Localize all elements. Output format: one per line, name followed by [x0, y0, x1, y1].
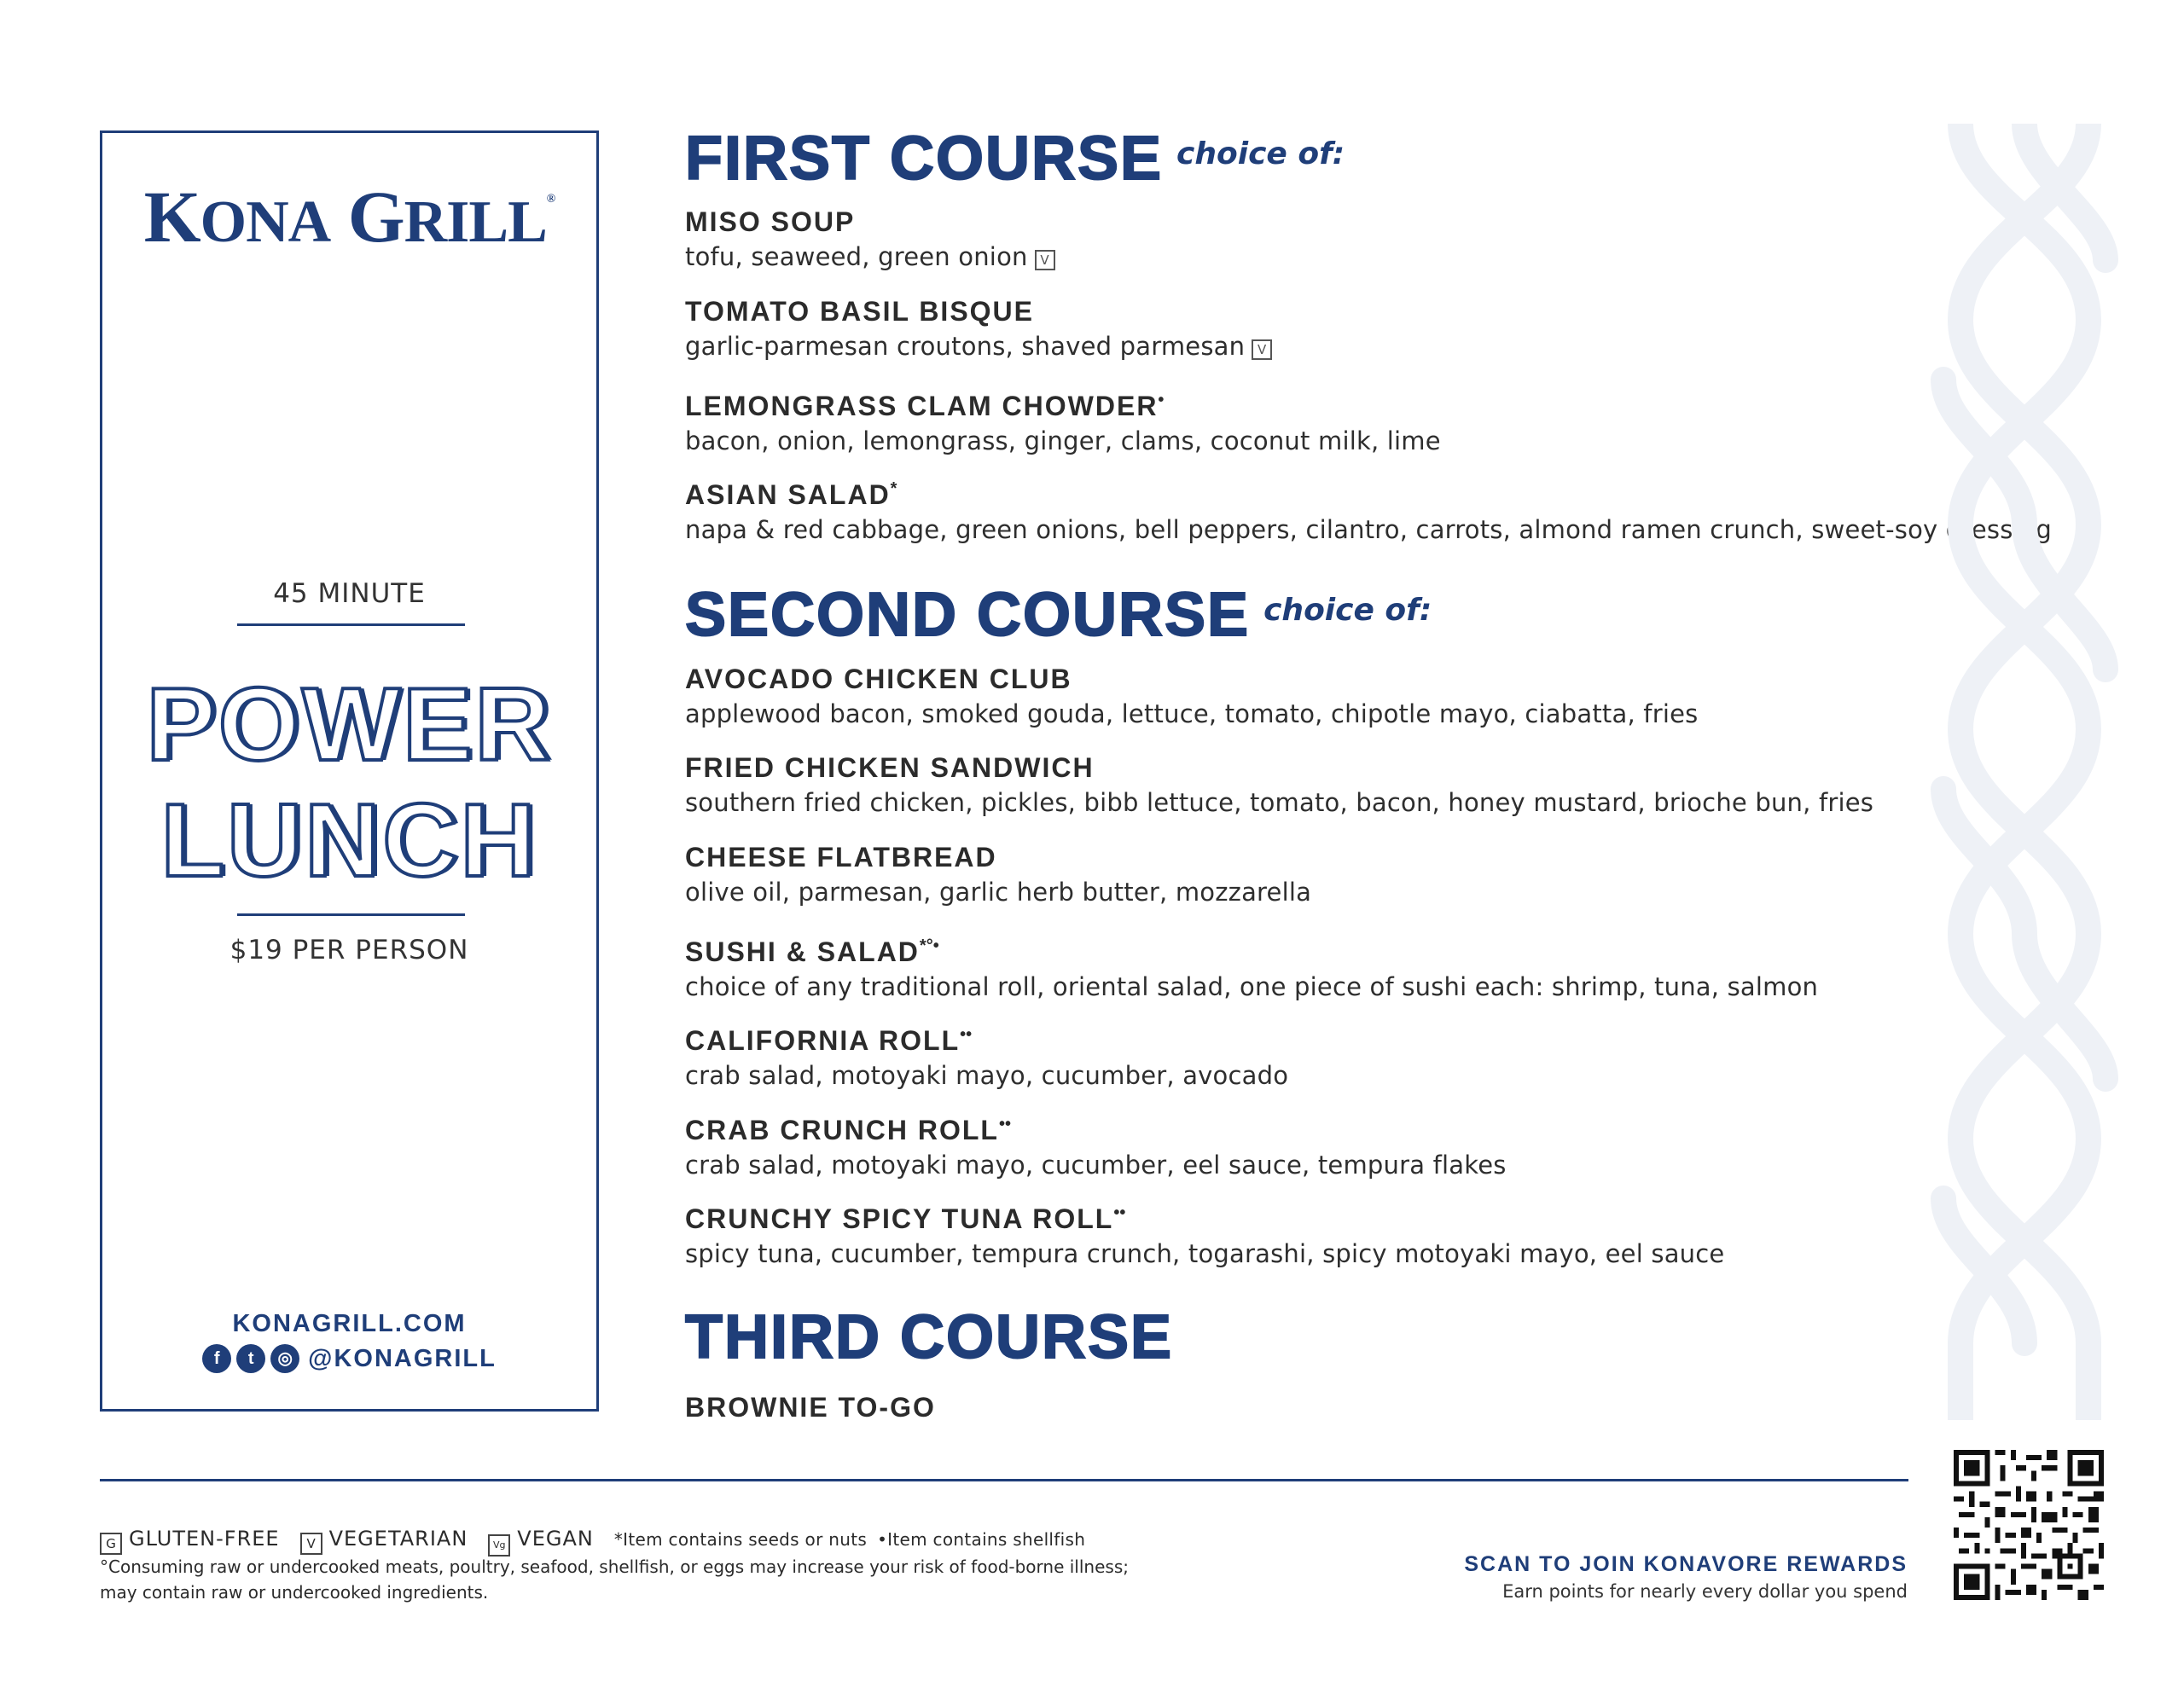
vegan-label: VEGAN	[517, 1527, 594, 1551]
price-label: $19 PER PERSON	[229, 935, 469, 965]
item-description: napa & red cabbage, green onions, bell peppers, cilantro, carrots, almond ramen crunch, sweet-soy dressing	[685, 515, 2052, 544]
item-description: choice of any traditional roll, oriental salad, one piece of sushi each: shrimp, tuna, salmon	[685, 972, 1819, 1001]
item-description: olive oil, parmesan, garlic herb butter, mozzarella	[685, 878, 1312, 907]
menu-item	[685, 1107, 1507, 1183]
disclaimer-line: °Consuming raw or undercooked meats, poultry, seafood, shellfish, or eggs may increase your risk of food-borne illness;	[100, 1557, 1129, 1577]
item-description: tofu, seaweed, green onion V	[685, 239, 1055, 275]
item-description: southern fried chicken, pickles, bibb lettuce, tomato, bacon, honey mustard, brioche bun, fries	[685, 788, 1874, 817]
menu-item	[685, 662, 1698, 732]
course-title: THIRD COURSE	[685, 1303, 1174, 1371]
item-name: SUSHI & SALAD*°•	[685, 936, 939, 967]
gluten-free-icon: G	[100, 1533, 122, 1555]
twitter-icon[interactable]: t	[236, 1344, 265, 1373]
item-name: ASIAN SALAD*	[685, 479, 897, 510]
item-description: applewood bacon, smoked gouda, lettuce, tomato, chipotle mayo, ciabatta, fries	[685, 699, 1699, 728]
menu-item	[685, 294, 1272, 364]
vegetarian-icon: V	[300, 1533, 322, 1555]
course-title: FIRST COURSE	[685, 125, 1164, 193]
menu-item	[685, 840, 1311, 910]
menu-item	[685, 383, 1441, 459]
rewards-subtitle: Earn points for nearly every dollar you spend	[1502, 1581, 1908, 1602]
item-description: crab salad, motoyaki mayo, cucumber, eel sauce, tempura flakes	[685, 1151, 1507, 1180]
item-name: MISO SOUP	[685, 206, 856, 237]
course-title: SECOND COURSE	[685, 581, 1251, 649]
menu-item	[685, 751, 1873, 820]
item-name: FRIED CHICKEN SANDWICH	[685, 752, 1095, 783]
first-course-header	[685, 125, 1345, 193]
promo-title-line1: POWER	[146, 666, 553, 782]
social-row	[102, 1344, 596, 1373]
footer-divider	[100, 1479, 1908, 1481]
divider-bottom	[237, 913, 465, 916]
item-name: CRAB CRUNCH ROLL••	[685, 1115, 1011, 1145]
choice-label: choice of:	[1263, 593, 1432, 628]
disclaimer-line: may contain raw or undercooked ingredients.	[100, 1582, 489, 1603]
menu-item	[685, 1390, 936, 1424]
item-name: AVOCADO CHICKEN CLUB	[685, 664, 1072, 694]
item-description: spicy tuna, cucumber, tempura crunch, togarashi, spicy motoyaki mayo, eel sauce	[685, 1239, 1725, 1268]
shellfish-note: •Item contains shellfish	[877, 1529, 1086, 1550]
item-description: bacon, onion, lemongrass, ginger, clams, coconut milk, lime	[685, 426, 1441, 455]
gluten-free-label: GLUTEN-FREE	[129, 1527, 280, 1551]
menu-item	[685, 472, 2052, 548]
second-course-header	[685, 581, 1432, 649]
item-name: LEMONGRASS CLAM CHOWDER•	[685, 391, 1165, 421]
item-description: crab salad, motoyaki mayo, cucumber, avocado	[685, 1061, 1289, 1090]
menu-item	[685, 929, 1818, 1005]
third-course-header	[685, 1303, 1174, 1371]
item-description: garlic-parmesan croutons, shaved parmesan V	[685, 328, 1272, 364]
item-name: CRUNCHY SPICY TUNA ROLL••	[685, 1203, 1126, 1234]
item-name: CALIFORNIA ROLL••	[685, 1025, 973, 1056]
instagram-icon[interactable]: ◎	[270, 1344, 299, 1373]
vegetarian-icon: V	[1252, 339, 1272, 360]
item-name: TOMATO BASIL BISQUE	[685, 296, 1034, 327]
website-link[interactable]: KONAGRILL.COM	[232, 1310, 467, 1337]
duration-label: 45 MINUTE	[273, 578, 426, 609]
divider-top	[237, 623, 465, 626]
vegan-icon: Vg	[488, 1534, 510, 1557]
qr-code-icon[interactable]	[1954, 1450, 2104, 1600]
promo-panel	[100, 130, 599, 1412]
rewards-title: SCAN TO JOIN KONAVORE REWARDS	[1464, 1552, 1908, 1576]
item-name: BROWNIE TO-GO	[685, 1392, 936, 1423]
kona-grill-logo: KONA GRILL®	[143, 176, 555, 258]
seeds-note: *Item contains seeds or nuts	[613, 1529, 868, 1550]
menu-item	[685, 205, 1055, 275]
choice-label: choice of:	[1176, 136, 1345, 171]
menu-item	[685, 1017, 1288, 1093]
food-safety-disclaimer	[100, 1554, 1294, 1605]
promo-title-line2: LUNCH	[160, 782, 538, 898]
menu-item	[685, 1196, 1724, 1272]
dietary-legend	[100, 1527, 1085, 1557]
vegetarian-label: VEGETARIAN	[328, 1527, 468, 1551]
item-name: CHEESE FLATBREAD	[685, 842, 997, 872]
social-handle[interactable]: @KONAGRILL	[308, 1344, 497, 1372]
vegetarian-icon: V	[1035, 250, 1055, 270]
braid-decoration	[1926, 124, 2124, 1420]
facebook-icon[interactable]: f	[202, 1344, 231, 1373]
